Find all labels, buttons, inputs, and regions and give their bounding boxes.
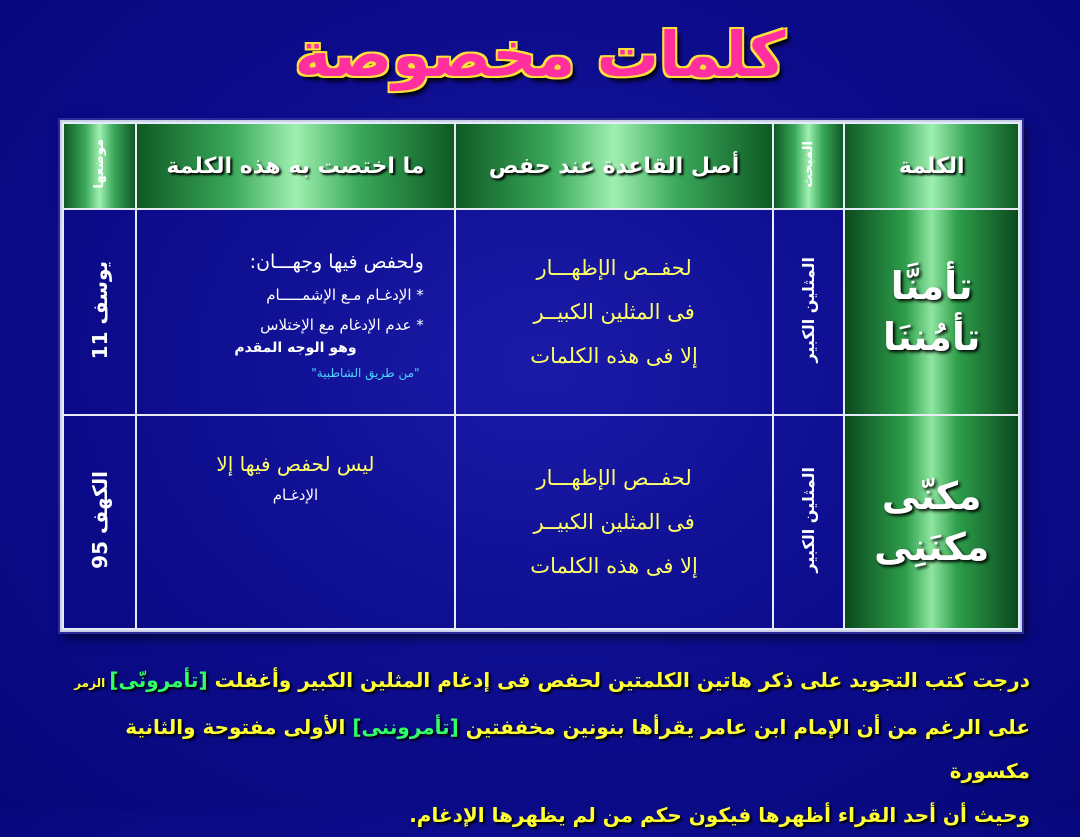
header-topic: المبحث xyxy=(773,123,844,209)
word-cell: تأمنَّا تأمُننَا xyxy=(844,209,1019,415)
place-cell: الكهف 95 xyxy=(63,415,136,629)
rule-cell: لحفــص الإظهـــار فى المثلين الكبيــر إلا فى هذه الكلمات xyxy=(455,209,774,415)
table-header-row xyxy=(63,123,1019,209)
special-cell: ليس لحفص فيها إلا الإدغـام xyxy=(136,415,455,629)
word-cell: مكنّى مكنَنِى xyxy=(844,415,1019,629)
topic-cell: المثلين الكبير xyxy=(773,415,844,629)
header-special: ما اختصت به هذه الكلمة xyxy=(136,123,455,209)
topic-cell: المثلين الكبير xyxy=(773,209,844,415)
table-row xyxy=(63,415,1019,629)
place-cell: يوسف 11 xyxy=(63,209,136,415)
table-row xyxy=(63,209,1019,415)
page-title: كلمات مخصوصة xyxy=(294,18,786,91)
paragraph-line: وحيث أن أحد القراء أظهرها فيكون حكم من لم يظهرها الإدغام. xyxy=(409,803,1030,827)
paragraph-line: درجت كتب التجويد على ذكر هاتين الكلمتين لحفص فى إدغام المثلين الكبير وأغفلت [تأمرونّى] الزمر xyxy=(74,668,1030,692)
special-cell: ولحفص فيها وجهـــان: * الإدغـام مـع الإشمـــــام * عدم الإدغام مع الإختلاس وهو الوجه المقدم "من طريق الشاطبية" xyxy=(136,209,455,415)
rules-table xyxy=(60,120,1022,632)
header-word: الكلمة xyxy=(844,123,1019,209)
header-rule: أصل القاعدة عند حفص xyxy=(455,123,774,209)
header-place: موضعها xyxy=(63,123,136,209)
paragraph-line: على الرغم من أن الإمام ابن عامر يقرأها بنونين مخففتين [تأمروننى] الأولى مفتوحة والثانية مكسورة xyxy=(125,715,1030,783)
rule-cell: لحفــص الإظهـــار فى المثلين الكبيــر إلا فى هذه الكلمات xyxy=(455,415,774,629)
explanation-paragraph xyxy=(40,658,1030,837)
